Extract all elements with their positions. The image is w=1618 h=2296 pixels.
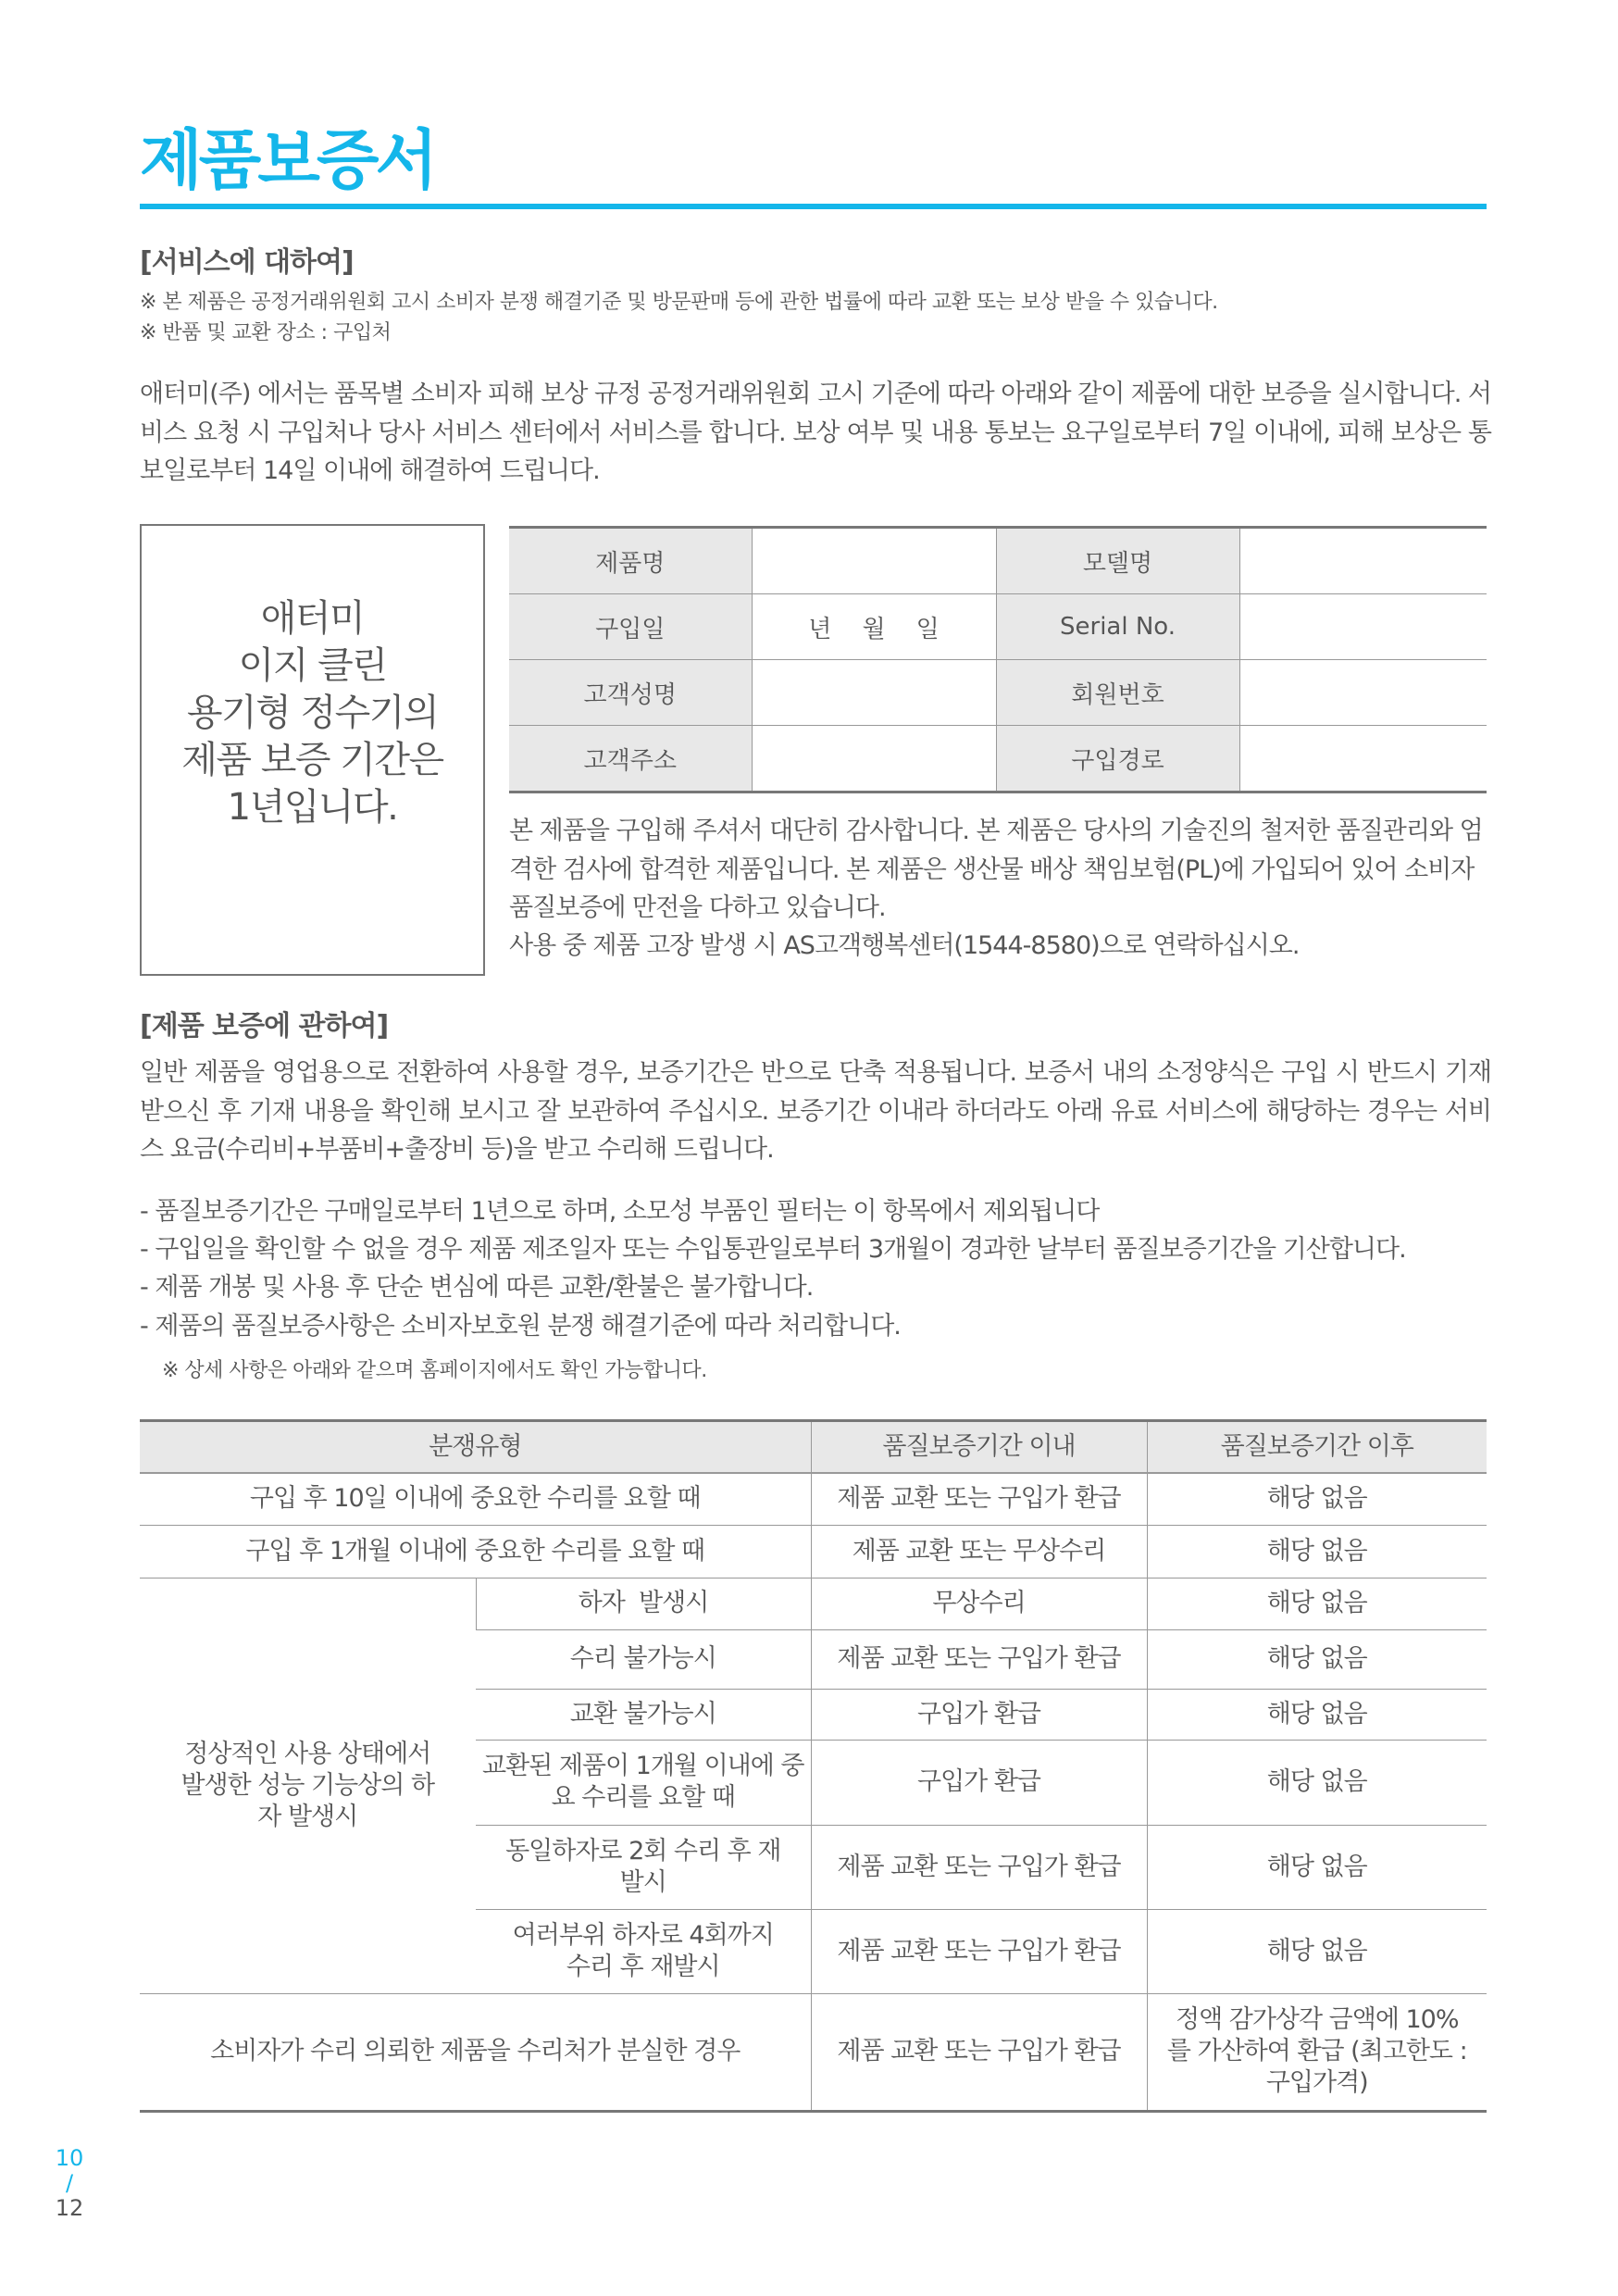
after-warranty: 정액 감가상각 금액에 10%를 가산하여 환급 (최고한도 : 구입가격) <box>1147 1993 1487 2111</box>
current-page: 10 <box>55 2145 84 2171</box>
as-contact: 사용 중 제품 고장 발생 시 AS고객행복센터(1544-8580)으로 연락하십시오. <box>509 931 1300 960</box>
header-within-warranty: 품질보증기간 이내 <box>811 1421 1147 1474</box>
dispute-subtype: 하자 발생시 <box>476 1578 811 1629</box>
box-line: 이지 클린 <box>238 643 387 687</box>
warranty-note: ※ 상세 사항은 아래와 같으며 홈페이지에서도 확인 가능합니다. <box>162 1359 707 1382</box>
serial-no-field[interactable] <box>1239 594 1487 660</box>
within-warranty: 제품 교환 또는 구입가 환급 <box>811 1629 1147 1689</box>
table-row <box>140 1525 1487 1578</box>
label-customer-name: 고객성명 <box>509 660 752 726</box>
table-row <box>509 594 1487 660</box>
total-pages: 12 <box>55 2195 84 2221</box>
label-product-name: 제품명 <box>509 528 752 594</box>
title-divider <box>140 204 1487 209</box>
dispute-table <box>140 1419 1487 2113</box>
purchase-date-field[interactable]: 년 월 일 <box>752 594 996 660</box>
table-header-row <box>140 1421 1487 1474</box>
warranty-bullet: - 제품 개봉 및 사용 후 단순 변심에 따른 교환/환불은 불가합니다. <box>140 1273 814 1302</box>
page-title: 제품보증서 <box>140 122 435 198</box>
customer-info-table <box>509 526 1487 793</box>
warranty-bullet: - 제품의 품질보증사항은 소비자보호원 분쟁 해결기준에 따라 처리합니다. <box>140 1312 901 1341</box>
product-name-field[interactable] <box>752 528 996 594</box>
header-dispute-type: 분쟁유형 <box>140 1421 811 1474</box>
after-warranty: 해당 없음 <box>1147 1578 1487 1629</box>
within-warranty: 무상수리 <box>811 1578 1147 1629</box>
box-line: 제품 보증 기간은 <box>181 738 443 781</box>
label-purchase-date: 구입일 <box>509 594 752 660</box>
warranty-heading: [제품 보증에 관하여] <box>140 1010 389 1042</box>
within-warranty: 제품 교환 또는 구입가 환급 <box>811 1825 1147 1909</box>
after-warranty: 해당 없음 <box>1147 1825 1487 1909</box>
dispute-subtype: 동일하자로 2회 수리 후 재발시 <box>476 1825 811 1909</box>
table-row <box>509 528 1487 594</box>
dispute-type: 구입 후 10일 이내에 중요한 수리를 요할 때 <box>140 1473 811 1525</box>
after-warranty: 해당 없음 <box>1147 1909 1487 1993</box>
table-row <box>140 1993 1487 2111</box>
thanks-paragraph: 본 제품을 구입해 주셔서 대단히 감사합니다. 본 제품은 당사의 기술진의 철저한 품질관리와 엄격한 검사에 합격한 제품입니다. 본 제품은 생산물 배상 책임보험(PL)에 가입되어 있어 소비자 품질보증에 만전을 다하고 있습니다. <box>509 817 1483 922</box>
after-warranty: 해당 없음 <box>1147 1629 1487 1689</box>
purchase-channel-field[interactable] <box>1239 726 1487 792</box>
within-warranty: 제품 교환 또는 구입가 환급 <box>811 1993 1147 2111</box>
after-warranty: 해당 없음 <box>1147 1740 1487 1825</box>
warranty-paragraph: 일반 제품을 영업용으로 전환하여 사용할 경우, 보증기간은 반으로 단축 적용됩니다. 보증서 내의 소정양식은 구입 시 반드시 기재 받으신 후 기재 내용을 확인해 보시고 잘 보관하여 주십시오. 보증기간 이내라 하더라도 아래 유료 서비스에 해당하는 경우는 서비스 요금(수리비+부품비+출장비 등)을 받고 수리해 드립니다. <box>140 1058 1491 1164</box>
warranty-bullet: - 구입일을 확인할 수 없을 경우 제품 제조일자 또는 수입통관일로부터 3개월이 경과한 날부터 품질보증기간을 기산합니다. <box>140 1235 1406 1264</box>
after-warranty: 해당 없음 <box>1147 1473 1487 1525</box>
label-customer-address: 고객주소 <box>509 726 752 792</box>
box-line: 용기형 정수기의 <box>186 691 439 734</box>
table-row <box>140 1578 1487 1629</box>
warranty-period-box <box>140 524 485 976</box>
within-warranty: 제품 교환 또는 구입가 환급 <box>811 1909 1147 1993</box>
label-member-number: 회원번호 <box>996 660 1239 726</box>
within-warranty: 제품 교환 또는 구입가 환급 <box>811 1473 1147 1525</box>
after-warranty: 해당 없음 <box>1147 1689 1487 1740</box>
box-line: 애터미 <box>260 596 365 640</box>
service-note-1: ※ 본 제품은 공정거래위원회 고시 소비자 분쟁 해결기준 및 방문판매 등에 관한 법률에 따라 교환 또는 보상 받을 수 있습니다. <box>140 291 1218 314</box>
customer-name-field[interactable] <box>752 660 996 726</box>
table-row <box>140 1473 1487 1525</box>
within-warranty: 구입가 환급 <box>811 1689 1147 1740</box>
member-number-field[interactable] <box>1239 660 1487 726</box>
model-name-field[interactable] <box>1239 528 1487 594</box>
within-warranty: 제품 교환 또는 무상수리 <box>811 1525 1147 1578</box>
label-purchase-channel: 구입경로 <box>996 726 1239 792</box>
table-row <box>509 660 1487 726</box>
service-heading: [서비스에 대하여] <box>140 246 354 279</box>
label-model-name: 모델명 <box>996 528 1239 594</box>
header-after-warranty: 품질보증기간 이후 <box>1147 1421 1487 1474</box>
box-line: 1년입니다. <box>227 785 398 829</box>
defect-group-label: 정상적인 사용 상태에서 발생한 성능 기능상의 하자 발생시 <box>140 1578 476 1993</box>
dispute-subtype: 여러부위 하자로 4회까지 수리 후 재발시 <box>476 1909 811 1993</box>
warranty-bullet: - 품질보증기간은 구매일로부터 1년으로 하며, 소모성 부품인 필터는 이 항목에서 제외됩니다 <box>140 1197 1100 1226</box>
label-serial-no: Serial No. <box>996 594 1239 660</box>
service-note-2: ※ 반품 및 교환 장소 : 구입처 <box>140 321 392 344</box>
dispute-subtype: 수리 불가능시 <box>476 1629 811 1689</box>
dispute-subtype: 교환된 제품이 1개월 이내에 중요 수리를 요할 때 <box>476 1740 811 1825</box>
dispute-type: 소비자가 수리 의뢰한 제품을 수리처가 분실한 경우 <box>140 1993 811 2111</box>
service-paragraph: 애터미(주) 에서는 품목별 소비자 피해 보상 규정 공정거래위원회 고시 기준에 따라 아래와 같이 제품에 대한 보증을 실시합니다. 서비스 요청 시 구입처나 당사 서비스 센터에서 서비스를 합니다. 보상 여부 및 내용 통보는 요구일로부터 7일 이내에, 피해 보상은 통보일로부터 14일 이내에 해결하여 드립니다. <box>140 380 1491 485</box>
page-number <box>46 2146 93 2221</box>
dispute-type: 구입 후 1개월 이내에 중요한 수리를 요할 때 <box>140 1525 811 1578</box>
after-warranty: 해당 없음 <box>1147 1525 1487 1578</box>
table-row <box>509 726 1487 792</box>
within-warranty: 구입가 환급 <box>811 1740 1147 1825</box>
dispute-subtype: 교환 불가능시 <box>476 1689 811 1740</box>
customer-address-field[interactable] <box>752 726 996 792</box>
page-separator: / <box>65 2170 74 2196</box>
